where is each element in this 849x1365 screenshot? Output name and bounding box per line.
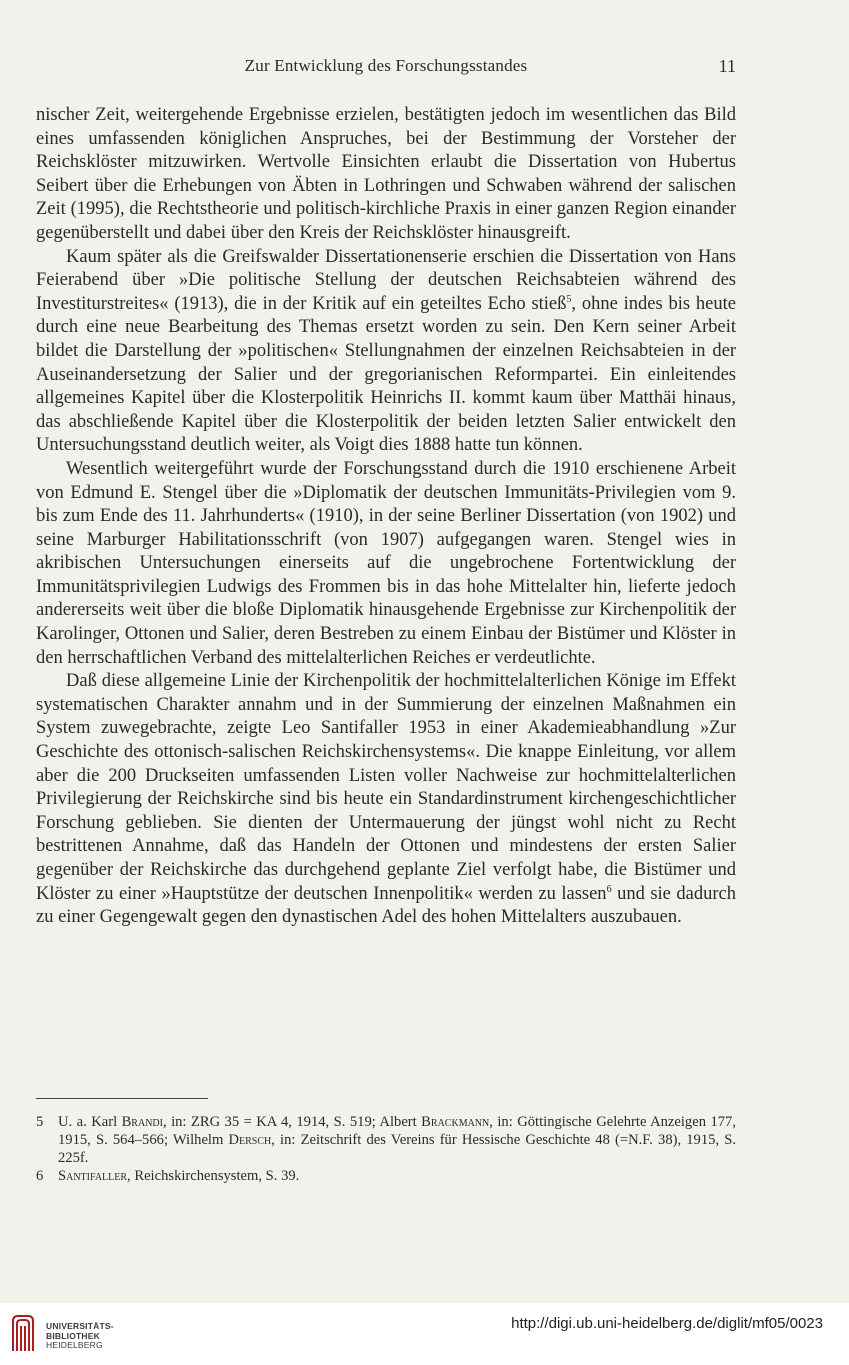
footnote-5-text-a: U. a. Karl — [58, 1114, 122, 1130]
footnote-5-text-d: , in: Zeitschrift des Vereins für Hessische Geschichte 48 (=N.F. 38), 1915, S. 225f. — [58, 1132, 736, 1166]
footnote-6-text: , Reichskirchensystem, S. 39. — [127, 1168, 300, 1184]
paragraph-2 — [36, 246, 736, 458]
footnote-5-number: 5 — [36, 1114, 44, 1130]
footnote-ref-5[interactable]: 5 — [566, 293, 572, 305]
footnote-6 — [36, 1167, 736, 1185]
logo-line-3: HEIDELBERG — [46, 1340, 103, 1351]
paragraph-1-text: nischer Zeit, weitergehende Ergebnisse erzielen, bestätigten jedoch im wesentlichen das Bild eines umfassenden königlichen Anspruches, bei der Bestimmung der Vorsteher der Reichsklöster mitzuwirken. Wertvolle Einsichten erlaubt die Dissertation von Hubertus Seibert über die Erhebungen von Äbten in Lothringen und Schwaben während der salischen Zeit (1995), die Rechtstheorie und politisch-kirchliche Praxis in einer ganzen Region einander gegenüberstellt und dabei über den Kreis der Reichsklöster hinausgreift. — [36, 105, 736, 243]
footnotes — [36, 1113, 736, 1185]
paragraph-1 — [36, 104, 736, 246]
page-number: 11 — [718, 56, 736, 76]
footnote-5-text-c: , in: Göttingische Gelehrte Anzeigen 177, 1915, S. 564–566; Wilhelm — [58, 1114, 736, 1148]
library-logo-icon — [10, 1313, 36, 1353]
logo-line-2: BIBLIOTHEK — [46, 1330, 100, 1341]
paragraph-4-text-a: Daß diese allgemeine Linie der Kirchenpolitik der hochmittelalterlichen Könige im Effekt systematischen Charakter annahm und in der Summierung der einzelnen Maßnahmen ein System zuwegebrachte, zeigte Leo Santifaller 1953 in einer Akademieabhandlung »Zur Geschichte des ottonisch-salischen Reichskirchensystems«. Die knappe Einleitung, vor allem aber die 200 Druckseiten umfassenden Listen voller Nachweise zur hochmittelalterlichen Privilegierung der Reichskirche sind bis heute ein Standardinstrument kirchengeschichtlicher Forschung geblieben. Sie dienten der Untermauerung der jüngst wohl nicht zu Recht bestrittenen Annahme, daß das Handeln der Ottonen und mindestens der ersten Salier gegenüber der Reichskirche das durchgehend geplante Ziel verfolgt habe, die Bistümer und Klöster zu einer »Hauptstütze der deutschen Innenpolitik« werden zu lassen — [36, 671, 736, 904]
footnote-5-text-b: , in: ZRG 35 = KA 4, 1914, S. 519; Albert — [162, 1114, 422, 1130]
page-header — [36, 56, 736, 82]
footnote-6-number: 6 — [36, 1168, 44, 1184]
footnote-5 — [36, 1113, 736, 1167]
paragraph-4 — [36, 670, 736, 930]
running-title: Zur Entwicklung des Forschungsstandes — [244, 56, 528, 75]
footer-bar — [0, 1303, 849, 1365]
paragraph-4-text-b: und sie dadurch zu einer Gegengewalt gegen den dynastischen Adel des hohen Mittelalters auszubauen. — [36, 883, 736, 928]
source-url-link[interactable]: http://digi.ub.uni-heidelberg.de/diglit/mf05/0023 — [511, 1315, 823, 1332]
logo-line-1: UNIVERSITÄTS- — [46, 1321, 114, 1331]
author-brandi: Brandi — [121, 1114, 163, 1130]
paragraph-2-text-b: , ohne indes bis heute durch eine neue Bearbeitung des Themas ersetzt worden zu sein. Den Kern seiner Arbeit bildet die Darstellung der »politischen« Stellungnahmen der einzelnen Reichsabteien in der Auseinandersetzung der Salier und der gregorianischen Reformpartei. Ein einleitendes allgemeines Kapitel über die Klosterpolitik Heinrichs II. kommt kaum über Matthäi hinaus, das abschließende Kapitel über die Klosterpolitik der beiden letzten Salier entwickelt den Untersuchungsstand deutlich weiter, als Voigt dies 1888 hatte tun können. — [36, 293, 736, 456]
footnote-divider — [36, 1098, 208, 1099]
paragraph-3 — [36, 458, 736, 670]
main-text — [36, 104, 736, 930]
author-dersch: Dersch — [228, 1132, 272, 1148]
author-santifaller: Santifaller — [58, 1168, 128, 1184]
footnote-ref-6[interactable]: 6 — [606, 883, 612, 895]
author-brackmann: Brackmann — [421, 1114, 490, 1130]
library-logo[interactable] — [10, 1313, 120, 1357]
paragraph-3-text: Wesentlich weitergeführt wurde der Forschungsstand durch die 1910 erschienene Arbeit von Edmund E. Stengel über die »Diplomatik der deutschen Immunitäts-Privilegien vom 9. bis zum Ende des 11. Jahrhunderts« (1910), in der seine Berliner Dissertation (von 1902) und seine Marburger Habilitationsschrift (von 1907) aufgegangen waren. Stengel wies in akribischen Untersuchungen einerseits auf die ungebrochene Fortentwicklung der Immunitätsprivilegien Ludwigs des Frommen bis in das hohe Mittelalter hin, lieferte jedoch andererseits weit über die bloße Diplomatik hinausgehende Ergebnisse zur Kirchenpolitik der Karolinger, Ottonen und Salier, deren Bestreben zu einem Einbau der Bistümer und Klöster in den herrschaftlichen Verband des mittelalterlichen Reiches er verdeutlichte. — [36, 458, 736, 668]
library-logo-text — [46, 1322, 114, 1351]
paragraph-2-text-a: Kaum später als die Greifswalder Dissertationenserie erschien die Dissertation von Hans Feierabend über »Die politische Stellung der deutschen Reichsabteien während des Investiturstreites« (1913), die in der Kritik auf ein geteiltes Echo stieß — [36, 246, 736, 314]
